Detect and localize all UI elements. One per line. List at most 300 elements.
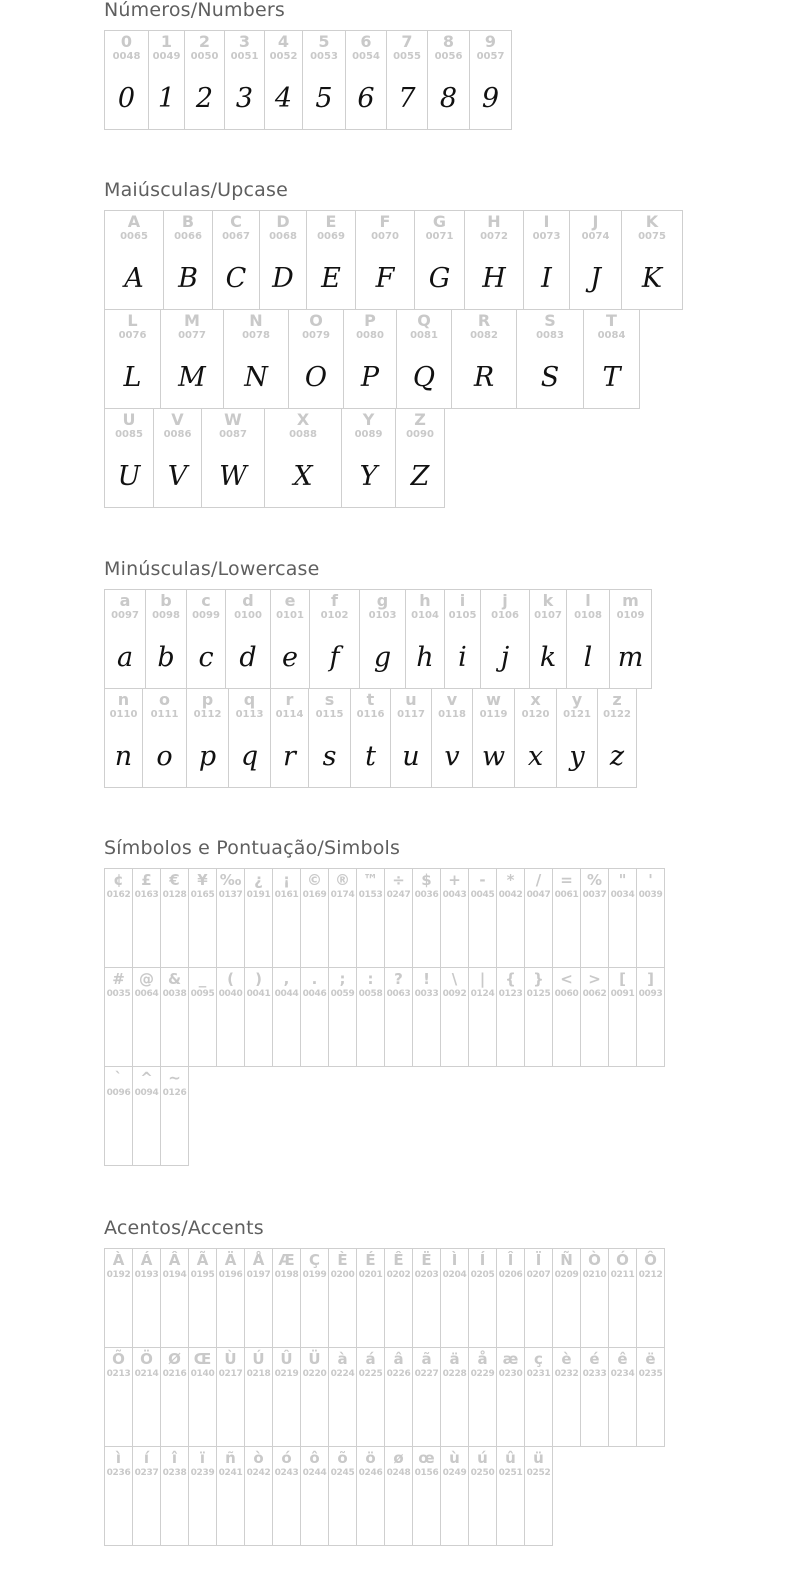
character-label: % [586, 871, 603, 889]
character-code: 0126 [162, 1088, 187, 1098]
glyph-cell-0206 [496, 1248, 525, 1348]
glyph-cell-0205 [468, 1248, 497, 1348]
character-code: 0083 [536, 330, 564, 341]
character-code: 0137 [218, 890, 243, 900]
glyph-cell-0114 [270, 688, 309, 788]
glyph-cell-0095 [188, 967, 217, 1067]
glyph-cell-0092 [440, 967, 469, 1067]
glyph-sample: v [444, 741, 460, 772]
character-label: n [117, 690, 130, 709]
glyph-sample: u [402, 741, 420, 772]
character-code: 0238 [162, 1468, 187, 1478]
glyph-cell-0124 [468, 967, 497, 1067]
glyph-cell-0107 [529, 589, 567, 689]
glyph-sample: p [198, 741, 217, 772]
character-code: 0193 [134, 1270, 159, 1280]
character-code: 0218 [246, 1369, 271, 1379]
character-label: { [505, 970, 516, 988]
character-code: 0205 [470, 1270, 495, 1280]
glyph-cell-0100 [225, 589, 271, 689]
character-label: N [249, 311, 263, 330]
character-code: 0211 [610, 1270, 635, 1280]
character-code: 0045 [470, 890, 495, 900]
character-code: 0076 [118, 330, 147, 341]
character-code: 0115 [315, 709, 344, 720]
glyph-cell-0090 [395, 408, 445, 508]
character-label: + [448, 871, 461, 889]
character-code: 0232 [554, 1369, 579, 1379]
character-code: 0244 [302, 1468, 327, 1478]
glyph-cell-0232 [552, 1347, 581, 1447]
section-title: Acentos/Accents [104, 1217, 264, 1239]
character-code: 0095 [190, 989, 215, 999]
character-code: 0038 [162, 989, 187, 999]
glyph-sample: Z [410, 461, 430, 492]
glyph-cell-0162 [104, 868, 133, 968]
character-label: ã [421, 1350, 432, 1368]
character-code: 0163 [134, 890, 159, 900]
glyph-cell-0082 [451, 309, 517, 409]
character-label: ë [645, 1350, 656, 1368]
character-row [104, 210, 682, 310]
character-label: é [589, 1350, 600, 1368]
glyph-sample: r [283, 741, 296, 772]
character-code: 0153 [358, 890, 383, 900]
character-code: 0097 [111, 610, 139, 621]
character-code: 0231 [526, 1369, 551, 1379]
character-label: £ [141, 871, 152, 889]
character-code: 0213 [106, 1369, 131, 1379]
glyph-cell-0079 [288, 309, 344, 409]
glyph-sample: h [416, 642, 434, 673]
glyph-cell-0226 [384, 1347, 413, 1447]
glyph-cell-0216 [160, 1347, 189, 1447]
character-code: 0036 [414, 890, 439, 900]
glyph-cell-0163 [132, 868, 161, 968]
character-label: O [309, 311, 323, 330]
character-code: 0248 [386, 1468, 411, 1478]
character-code: 0079 [302, 330, 330, 341]
character-label: \ [451, 970, 458, 988]
character-label: 0 [120, 32, 133, 51]
character-code: 0212 [638, 1270, 663, 1280]
character-code: 0091 [610, 989, 635, 999]
character-label: 9 [484, 32, 497, 51]
character-label: 3 [238, 32, 251, 51]
character-code: 0048 [112, 51, 141, 62]
character-label: Ç [308, 1251, 320, 1269]
character-code: 0206 [498, 1270, 523, 1280]
character-code: 0082 [470, 330, 498, 341]
character-code: 0247 [386, 890, 411, 900]
character-label: 5 [318, 32, 330, 51]
character-code: 0081 [410, 330, 438, 341]
character-code: 0217 [218, 1369, 243, 1379]
section-title: Símbolos e Pontuação/Simbols [104, 837, 401, 859]
character-label: Õ [112, 1350, 125, 1368]
glyph-sample: 4 [274, 83, 293, 114]
character-label: Ü [308, 1350, 321, 1368]
character-label: g [376, 591, 389, 610]
character-label: d [242, 591, 254, 610]
character-code: 0239 [190, 1468, 215, 1478]
character-code: 0088 [289, 429, 317, 440]
glyph-cell-0237 [132, 1446, 161, 1546]
glyph-cell-0234 [608, 1347, 637, 1447]
glyph-cell-0101 [270, 589, 310, 689]
glyph-sample: P [360, 362, 380, 393]
glyph-cell-0126 [160, 1066, 189, 1166]
character-label: U [122, 410, 136, 429]
character-code: 0074 [581, 231, 610, 242]
glyph-cell-0063 [384, 967, 413, 1067]
glyph-cell-0247 [384, 868, 413, 968]
glyph-cell-0197 [244, 1248, 273, 1348]
glyph-sample: Y [359, 461, 378, 492]
character-code: 0056 [434, 51, 463, 62]
character-label: î [171, 1449, 178, 1467]
glyph-sample: 0 [117, 83, 136, 114]
character-code: 0246 [358, 1468, 383, 1478]
glyph-cell-0047 [524, 868, 553, 968]
glyph-cell-0098 [145, 589, 187, 689]
glyph-cell-0214 [132, 1347, 161, 1447]
glyph-sample: c [198, 642, 214, 673]
glyph-sample: g [373, 642, 392, 673]
glyph-cell-0211 [608, 1248, 637, 1348]
glyph-cell-0245 [328, 1446, 357, 1546]
glyph-cell-0035 [104, 967, 133, 1067]
glyph-sample: A [124, 263, 144, 294]
glyph-cell-0055 [386, 30, 428, 130]
character-label: Í [479, 1251, 486, 1269]
character-label: û [505, 1449, 516, 1467]
glyph-cell-0081 [396, 309, 452, 409]
character-code: 0065 [120, 231, 148, 242]
character-label: @ [139, 970, 154, 988]
glyph-cell-0125 [524, 967, 553, 1067]
character-code: 0203 [414, 1270, 439, 1280]
character-label: ó [281, 1449, 292, 1467]
character-label: ï [199, 1449, 206, 1467]
glyph-cell-0219 [272, 1347, 301, 1447]
character-label: Ù [224, 1350, 237, 1368]
character-label: ™ [363, 871, 378, 889]
character-code: 0125 [526, 989, 551, 999]
character-label: B [181, 212, 195, 231]
glyph-cell-0034 [608, 868, 637, 968]
glyph-cell-0229 [468, 1347, 497, 1447]
character-code: 0067 [222, 231, 250, 242]
glyph-cell-0204 [440, 1248, 469, 1348]
character-code: 0121 [563, 709, 591, 720]
character-code: 0096 [106, 1088, 131, 1098]
character-grid [104, 868, 664, 1166]
character-code: 0192 [106, 1270, 131, 1280]
character-label: Å [252, 1251, 265, 1269]
character-code: 0165 [190, 890, 215, 900]
glyph-cell-0068 [259, 210, 307, 310]
glyph-cell-0119 [472, 688, 515, 788]
glyph-cell-0217 [216, 1347, 245, 1447]
character-code: 0230 [498, 1369, 523, 1379]
character-label: É [365, 1251, 376, 1269]
character-label: ö [365, 1449, 376, 1467]
character-label: 8 [442, 32, 455, 51]
character-label: l [585, 591, 591, 610]
character-label: M [184, 311, 200, 330]
glyph-sample: y [569, 741, 585, 772]
glyph-cell-0066 [163, 210, 213, 310]
character-label: P [364, 311, 376, 330]
glyph-cell-0067 [212, 210, 260, 310]
character-label: : [367, 970, 374, 988]
character-code: 0072 [480, 231, 508, 242]
character-label: } [533, 970, 544, 988]
glyph-sample: w [481, 741, 506, 772]
character-label: ; [339, 970, 346, 988]
character-label: í [143, 1449, 150, 1467]
character-row [104, 1066, 664, 1166]
character-code: 0161 [274, 890, 299, 900]
character-code: 0174 [330, 890, 355, 900]
character-code: 0200 [330, 1270, 355, 1280]
glyph-sample: i [458, 642, 467, 673]
character-code: 0110 [109, 709, 138, 720]
character-code: 0060 [554, 989, 579, 999]
glyph-cell-0096 [104, 1066, 133, 1166]
glyph-cell-0191 [244, 868, 273, 968]
section-simbolos-e-pontuacao-simbols [104, 836, 664, 1166]
glyph-cell-0192 [104, 1248, 133, 1348]
glyph-cell-0041 [244, 967, 273, 1067]
glyph-cell-0076 [104, 309, 161, 409]
glyph-cell-0242 [244, 1446, 273, 1546]
character-code: 0064 [134, 989, 159, 999]
character-code: 0086 [163, 429, 192, 440]
character-label: Ï [535, 1251, 542, 1269]
character-label: D [276, 212, 290, 231]
character-label: Û [280, 1350, 293, 1368]
glyph-cell-0097 [104, 589, 146, 689]
character-label: ù [449, 1449, 460, 1467]
character-label: b [160, 591, 172, 610]
character-code: 0043 [442, 890, 467, 900]
character-label: Á [140, 1251, 153, 1269]
glyph-cell-0039 [636, 868, 665, 968]
character-label: ` [114, 1069, 123, 1087]
character-code: 0234 [610, 1369, 635, 1379]
character-label: æ [502, 1350, 519, 1368]
character-label: ? [394, 970, 403, 988]
character-code: 0119 [479, 709, 508, 720]
glyph-cell-0108 [566, 589, 610, 689]
character-label: ( [227, 970, 234, 988]
glyph-sample: H [482, 263, 506, 294]
character-label: - [479, 871, 486, 889]
glyph-cell-0199 [300, 1248, 329, 1348]
character-label: E [325, 212, 337, 231]
glyph-cell-0064 [132, 967, 161, 1067]
character-label: & [167, 970, 182, 988]
glyph-cell-0099 [186, 589, 226, 689]
character-code: 0116 [356, 709, 385, 720]
glyph-sample: 7 [398, 83, 416, 114]
character-label: . [311, 970, 318, 988]
character-label: ¥ [197, 871, 208, 889]
glyph-cell-0084 [583, 309, 640, 409]
character-label: y [571, 690, 583, 709]
glyph-sample: j [500, 642, 510, 673]
character-label: è [561, 1350, 572, 1368]
glyph-cell-0248 [384, 1446, 413, 1546]
character-code: 0103 [368, 610, 397, 621]
character-code: 0080 [356, 330, 384, 341]
glyph-cell-0251 [496, 1446, 525, 1546]
character-code: 0069 [317, 231, 345, 242]
glyph-cell-0053 [302, 30, 346, 130]
character-code: 0070 [371, 231, 399, 242]
character-code: 0228 [442, 1369, 467, 1379]
character-label: > [588, 970, 601, 988]
character-code: 0107 [534, 610, 562, 621]
character-code: 0227 [414, 1369, 439, 1379]
character-code: 0224 [330, 1369, 355, 1379]
character-label: J [592, 212, 599, 231]
character-label: t [366, 690, 375, 709]
glyph-sample: 1 [157, 83, 176, 114]
glyph-cell-0085 [104, 408, 154, 508]
character-code: 0068 [269, 231, 297, 242]
glyph-cell-0043 [440, 868, 469, 968]
character-code: 0090 [406, 429, 434, 440]
character-label: Y [362, 410, 375, 429]
character-code: 0235 [638, 1369, 663, 1379]
character-code: 0071 [425, 231, 454, 242]
glyph-cell-0198 [272, 1248, 301, 1348]
glyph-sample: L [123, 362, 142, 393]
character-code: 0118 [438, 709, 466, 720]
character-label: < [560, 970, 573, 988]
glyph-cell-0207 [524, 1248, 553, 1348]
character-code: 0201 [358, 1270, 383, 1280]
character-label: j [502, 591, 508, 610]
section-title: Minúsculas/Lowercase [104, 558, 320, 580]
character-row [104, 967, 664, 1067]
glyph-sample: d [239, 642, 257, 673]
glyph-sample: O [304, 362, 328, 393]
glyph-sample: k [539, 642, 557, 673]
glyph-cell-0110 [104, 688, 143, 788]
glyph-cell-0075 [621, 210, 683, 310]
character-code: 0209 [554, 1270, 579, 1280]
glyph-cell-0236 [104, 1446, 133, 1546]
glyph-sample: S [540, 362, 560, 393]
glyph-cell-0169 [300, 868, 329, 968]
character-code: 0049 [152, 51, 181, 62]
character-code: 0106 [491, 610, 519, 621]
character-label: Ã [196, 1251, 209, 1269]
character-label: _ [198, 970, 207, 988]
character-grid [104, 1248, 664, 1546]
character-label: , [283, 970, 290, 988]
character-label: W [224, 410, 242, 429]
glyph-cell-0246 [356, 1446, 385, 1546]
glyph-cell-0109 [609, 589, 652, 689]
character-code: 0040 [218, 989, 243, 999]
glyph-cell-0037 [580, 868, 609, 968]
character-label: k [542, 591, 554, 610]
glyph-cell-0051 [224, 30, 265, 130]
glyph-sample: I [541, 263, 552, 294]
character-label: ¿ [254, 871, 263, 889]
character-code: 0113 [235, 709, 264, 720]
glyph-cell-0105 [444, 589, 481, 689]
character-label: f [331, 591, 338, 610]
character-label: x [530, 690, 541, 709]
character-row [104, 309, 682, 409]
glyph-cell-0113 [228, 688, 271, 788]
character-label: Ë [421, 1251, 432, 1269]
glyph-cell-0072 [464, 210, 524, 310]
character-code: 0077 [178, 330, 206, 341]
glyph-cell-0044 [272, 967, 301, 1067]
glyph-sample: J [590, 263, 601, 294]
character-label: h [419, 591, 431, 610]
character-code: 0214 [134, 1369, 159, 1379]
character-code: 0055 [393, 51, 421, 62]
character-label: * [506, 871, 515, 889]
glyph-sample: T [602, 362, 621, 393]
character-code: 0196 [218, 1270, 243, 1280]
character-label: Ò [588, 1251, 601, 1269]
glyph-cell-0239 [188, 1446, 217, 1546]
glyph-sample: m [617, 642, 644, 673]
character-code: 0108 [574, 610, 602, 621]
glyph-cell-0121 [556, 688, 598, 788]
character-label: R [477, 311, 491, 330]
character-label: ä [449, 1350, 460, 1368]
character-label: / [535, 871, 542, 889]
glyph-cell-0123 [496, 967, 525, 1067]
character-code: 0225 [358, 1369, 383, 1379]
glyph-cell-0193 [132, 1248, 161, 1348]
character-label: Œ [193, 1350, 212, 1368]
character-label: Â [168, 1251, 181, 1269]
section-acentos-accents [104, 1216, 664, 1546]
glyph-cell-0165 [188, 868, 217, 968]
character-code: 0089 [354, 429, 383, 440]
glyph-sample: Q [412, 362, 436, 393]
character-label: X [296, 410, 310, 429]
character-label: u [405, 690, 417, 709]
glyph-sample: s [322, 741, 337, 772]
glyph-cell-0104 [405, 589, 445, 689]
character-label: ô [309, 1449, 320, 1467]
character-label: K [645, 212, 659, 231]
glyph-sample: f [329, 642, 340, 673]
glyph-cell-0252 [524, 1446, 553, 1546]
character-code: 0249 [442, 1468, 467, 1478]
character-label: Ê [393, 1251, 404, 1269]
glyph-sample: 2 [195, 83, 214, 114]
glyph-sample: q [240, 741, 259, 772]
glyph-cell-0103 [359, 589, 406, 689]
character-label: = [560, 871, 573, 889]
character-label: € [169, 871, 180, 889]
character-label: ê [617, 1350, 628, 1368]
character-grid [104, 589, 651, 788]
